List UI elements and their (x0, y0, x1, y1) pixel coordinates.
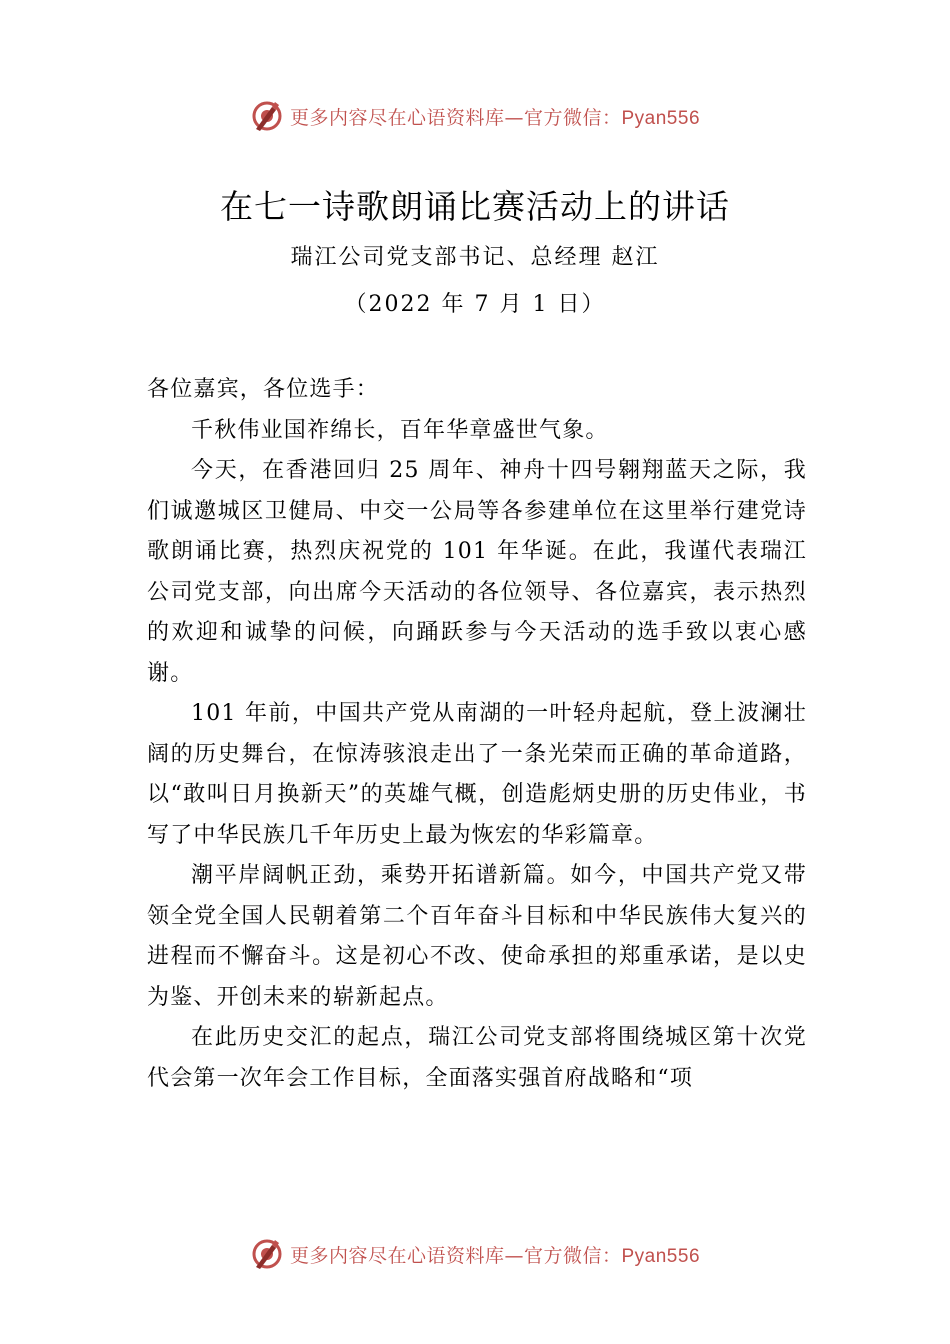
watermark-text: 更多内容尽在心语资料库—官方微信：Pyan556 (289, 1244, 701, 1267)
paragraph: 千秋伟业国祚绵长，百年华章盛世气象。 (191, 417, 609, 443)
document-title: 在七一诗歌朗诵比赛活动上的讲话 (220, 187, 730, 226)
wechat-id: Pyan556 (621, 1245, 701, 1267)
watermark-text: 更多内容尽在心语资料库—官方微信：Pyan556 (289, 106, 701, 129)
paragraph: 今天，在香港回归 25 周年、神舟十四号翱翔蓝天之际，我们诚邀城区卫健局、中交一公局等各参建单位在这里举行建党诗歌朗诵比赛，热烈庆祝党的 101 年华诞。在此，我谨代表瑞江公司党支部，向出席今天活动的各位领导、各位嘉宾，表示热烈的欢迎和诚挚的问候，向踊跃参与今天活动的选手致以衷心感谢。 (147, 458, 807, 686)
footer-watermark (0, 1234, 950, 1274)
speech-body (147, 370, 807, 1099)
pen-logo-icon (250, 99, 284, 133)
paragraph: 101 年前，中国共产党从南湖的一叶轻舟起航，登上波澜壮阔的历史舞台，在惊涛骇浪走出了一条光荣而正确的革命道路，以“敢叫日月换新天”的英雄气概，创造彪炳史册的历史伟业，书写了中华民族几千年历史上最为恢宏的华彩篇章。 (147, 701, 807, 848)
wechat-id: Pyan556 (621, 107, 701, 129)
speaker-line: 瑞江公司党支部书记、总经理 赵江 (290, 245, 660, 270)
speech-date: （2022 年 7 月 1 日） (344, 292, 606, 317)
paragraph: 潮平岸阔帆正劲，乘势开拓谱新篇。如今，中国共产党又带领全党全国人民朝着第二个百年奋斗目标和中华民族伟大复兴的进程而不懈奋斗。这是初心不改、使命承担的郑重承诺，是以史为鉴、开创未来的崭新起点。 (147, 863, 807, 1010)
paragraph: 在此历史交汇的起点，瑞江公司党支部将围绕城区第十次党代会第一次年会工作目标，全面落实强首府战略和“项 (147, 1025, 807, 1091)
pen-logo-icon (250, 1237, 284, 1271)
salutation: 各位嘉宾，各位选手： (147, 377, 380, 402)
header-watermark (0, 96, 950, 136)
